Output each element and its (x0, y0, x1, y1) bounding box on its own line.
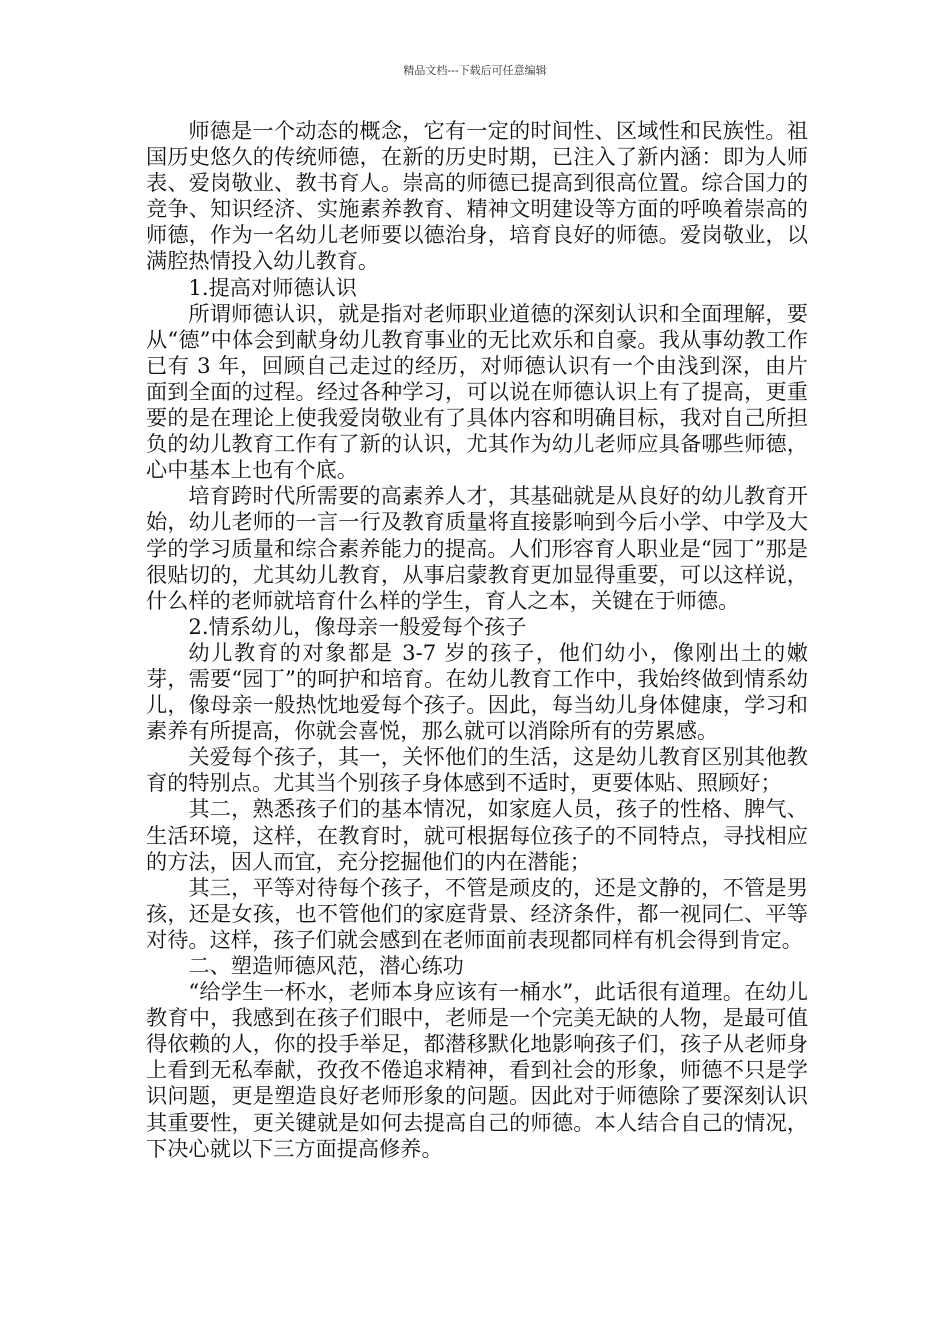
paragraph: “给学生一杯水，老师本身应该有一桶水”，此话很有道理。在幼儿教育中，我感到在孩子们眼中，老师是一个完美无缺的人物，是最可值得依赖的人，你的投手举足，都潜移默化地影响孩子们，孩子从老师身上看到无私奉献，孜孜不倦追求精神，看到社会的形象，师德不只是学识问题，更是塑造良好老师形象的问题。因此对于师德除了要深刻认识其重要性，更关键就是如何去提高自己的师德。本人结合自己的情况，下决心就以下三方面提高修养。 (146, 979, 808, 1161)
paragraph-intro: 师德是一个动态的概念，它有一定的时间性、区域性和民族性。祖国历史悠久的传统师德，在新的历史时期，已注入了新内涵：即为人师表、爱岗敬业、教书育人。崇高的师德已提高到很高位置。综合国力的竞争、知识经济、实施素养教育、精神文明建设等方面的呼唤着崇高的师德，作为一名幼儿老师要以德治身，培育良好的师德。爱岗敬业，以满腔热情投入幼儿教育。 (146, 118, 808, 274)
paragraph: 其三，平等对待每个孩子，不管是顽皮的，还是文静的，不管是男孩，还是女孩，也不管他们的家庭背景、经济条件，都一视同仁、平等对待。这样，孩子们就会感到在老师面前表现都同样有机会得到肯定。 (146, 874, 808, 952)
paragraph: 其二，熟悉孩子们的基本情况，如家庭人员，孩子的性格、脾气、生活环境，这样，在教育时，就可根据每位孩子的不同特点，寻找相应的方法，因人而宜，充分挖掘他们的内在潜能； (146, 796, 808, 874)
paragraph: 关爱每个孩子，其一，关怀他们的生活，这是幼儿教育区别其他教育的特别点。尤其当个别孩子身体感到不适时，更要体贴、照顾好； (146, 744, 808, 796)
section-heading-3: 二、塑造师德风范，潜心练功 (188, 953, 464, 978)
paragraph: 幼儿教育的对象都是 3-7 岁的孩子，他们幼小，像刚出土的嫩芽，需要“园丁”的呵护和培育。在幼儿教育工作中，我始终做到情系幼儿，像母亲一般热忱地爱每个孩子。因此，每当幼儿身体健康，学习和素养有所提高，你就会喜悦，那么就可以消除所有的劳累感。 (146, 639, 808, 744)
page-header: 精品文档---下载后可任意编辑 (403, 64, 547, 77)
section-heading-2: 2.情系幼儿，像母亲一般爱每个孩子 (188, 613, 527, 639)
paragraph: 所谓师德认识，就是指对老师职业道德的深刻认识和全面理解，要从“德”中体会到献身幼儿教育事业的无比欢乐和自豪。我从事幼教工作已有 3 年，回顾自己走过的经历，对师德认识有一个由浅到深，由片面到全面的过程。经过各种学习，可以说在师德认识上有了提高，更重要的是在理论上使我爱岗敬业有了具体内容和明确目标，我对自己所担负的幼儿教育工作有了新的认识，尤其作为幼儿老师应具备哪些师德，心中基本上也有个底。 (146, 300, 808, 483)
section-heading-1: 1.提高对师德认识 (188, 274, 357, 300)
paragraph: 培育跨时代所需要的高素养人才，其基础就是从良好的幼儿教育开始，幼儿老师的一言一行及教育质量将直接影响到今后小学、中学及大学的学习质量和综合素养能力的提高。人们形容育人职业是“园丁”那是很贴切的，尤其幼儿教育，从事启蒙教育更加显得重要，可以这样说，什么样的老师就培育什么样的学生，育人之本，关键在于师德。 (146, 483, 808, 613)
document-body (146, 118, 808, 1162)
